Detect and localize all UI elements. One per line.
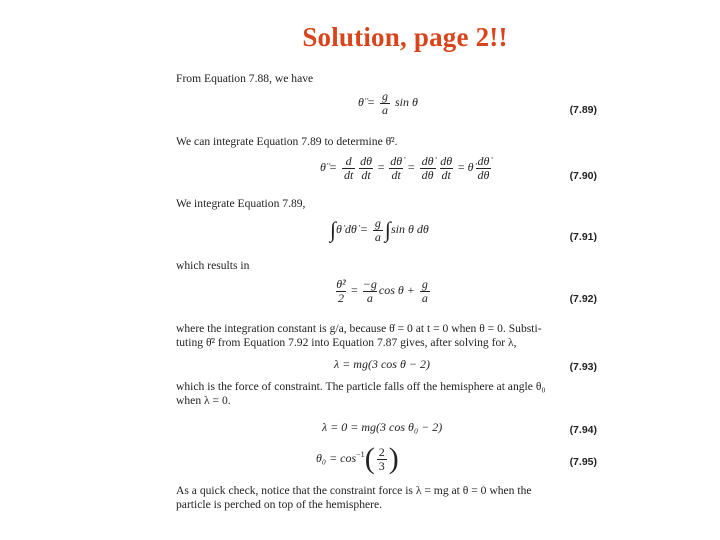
eq89-fraction: $\frac{g}{a}$	[382, 89, 388, 117]
eq95-fraction: $\frac{2}{3}$	[378, 445, 385, 473]
integral-sign-2: ∫	[384, 217, 391, 242]
eq90-thetadot: θ̇	[467, 159, 474, 174]
eq90-equals-3: =	[454, 159, 468, 174]
eq92-frac-thetadot-sq: $\frac{\text{θ̇²}}{2}$	[336, 277, 346, 305]
textbook-page	[170, 64, 615, 524]
eq90-frac-dthetadot-dt: $\frac{d\thetȧ}{dt}$	[390, 154, 403, 182]
eq92-cos: cos θ +	[378, 282, 418, 297]
eq92-equals: =	[348, 282, 361, 297]
slide-title: Solution, page 2!!	[302, 22, 508, 52]
paragraph-integration-constant-1: where the integration constant is g/a, because θ̇ = 0 at t = 0 when θ = 0. Substi-	[176, 322, 542, 335]
eq90-frac-d-dt: $\frac{d}{dt}$	[344, 154, 354, 182]
paragraph-quick-check-1: As a quick check, notice that the constraint force is λ = mg at θ = 0 when the	[176, 484, 532, 497]
paragraph-which-results: which results in	[176, 259, 250, 272]
eq-number-7-93: (7.93)	[569, 361, 597, 373]
eq-number-7-90: (7.90)	[569, 170, 597, 182]
right-paren: )	[388, 442, 399, 475]
eq92-frac-neg-g-a: $\frac{-g}{a}$	[362, 277, 377, 305]
paragraph-we-integrate: We integrate Equation 7.89,	[176, 197, 306, 210]
eq95-superscript: −1	[356, 449, 365, 459]
eq90-frac-dtheta-dt: $\frac{d\theta}{dt}$	[360, 154, 372, 182]
eq-number-7-92: (7.92)	[569, 293, 597, 305]
equation-7-94: λ = 0 = mg(3 cos θ₀ − 2)	[322, 420, 443, 434]
equation-7-89	[358, 90, 418, 116]
eq95-lhs: θ₀ = cos	[316, 450, 357, 465]
left-paren: (	[364, 442, 375, 475]
eq90-equals-2: =	[404, 159, 418, 174]
eq92-frac-g-a: $\frac{g}{a}$	[421, 277, 428, 305]
eq89-rhs: sin θ	[392, 94, 418, 109]
equation-7-90	[320, 155, 493, 181]
eq90-frac-dtheta-dt-2: $\frac{d\theta}{dt}$	[440, 154, 453, 182]
eq-number-7-95: (7.95)	[569, 456, 597, 468]
eq-number-7-94: (7.94)	[569, 424, 597, 436]
eq91-rhs: sin θ dθ	[390, 221, 429, 236]
eq91-fraction: $\frac{g}{a}$	[374, 215, 381, 244]
paragraph-force-constraint-2: when λ = 0.	[176, 394, 231, 407]
eq-number-7-91: (7.91)	[569, 231, 597, 243]
equation-7-91	[330, 216, 429, 244]
equation-7-92	[334, 278, 432, 304]
eq-number-7-89: (7.89)	[569, 104, 597, 116]
eq91-lhs: θ̇ dθ̇ =	[336, 221, 371, 236]
paragraph-integration-constant-2: tuting θ̇² from Equation 7.92 into Equation 7.87 gives, after solving for λ,	[176, 336, 517, 349]
paragraph-intro: From Equation 7.88, we have	[176, 72, 314, 85]
eq90-lhs: θ̈ =	[320, 159, 340, 174]
eq90-equals-1: =	[374, 159, 388, 174]
paragraph-force-constraint-1: which is the force of constraint. The particle falls off the hemisphere at angle θ₀	[176, 380, 546, 393]
eq89-lhs: θ̈ =	[358, 94, 378, 109]
eq90-frac-dthetadot-dtheta: $\frac{d\thetȧ}{d\theta}$	[421, 154, 434, 182]
paragraph-integrate-determine: We can integrate Equation 7.89 to determine θ̇².	[176, 135, 398, 148]
eq90-frac-final: $\frac{d\thetȧ}{d\theta}$	[477, 154, 490, 182]
equation-7-93: λ = mg(3 cos θ − 2)	[334, 357, 430, 371]
paragraph-quick-check-2: particle is perched on top of the hemisphere.	[176, 498, 383, 511]
equation-7-95	[316, 440, 399, 478]
integral-sign-1: ∫	[330, 217, 337, 242]
